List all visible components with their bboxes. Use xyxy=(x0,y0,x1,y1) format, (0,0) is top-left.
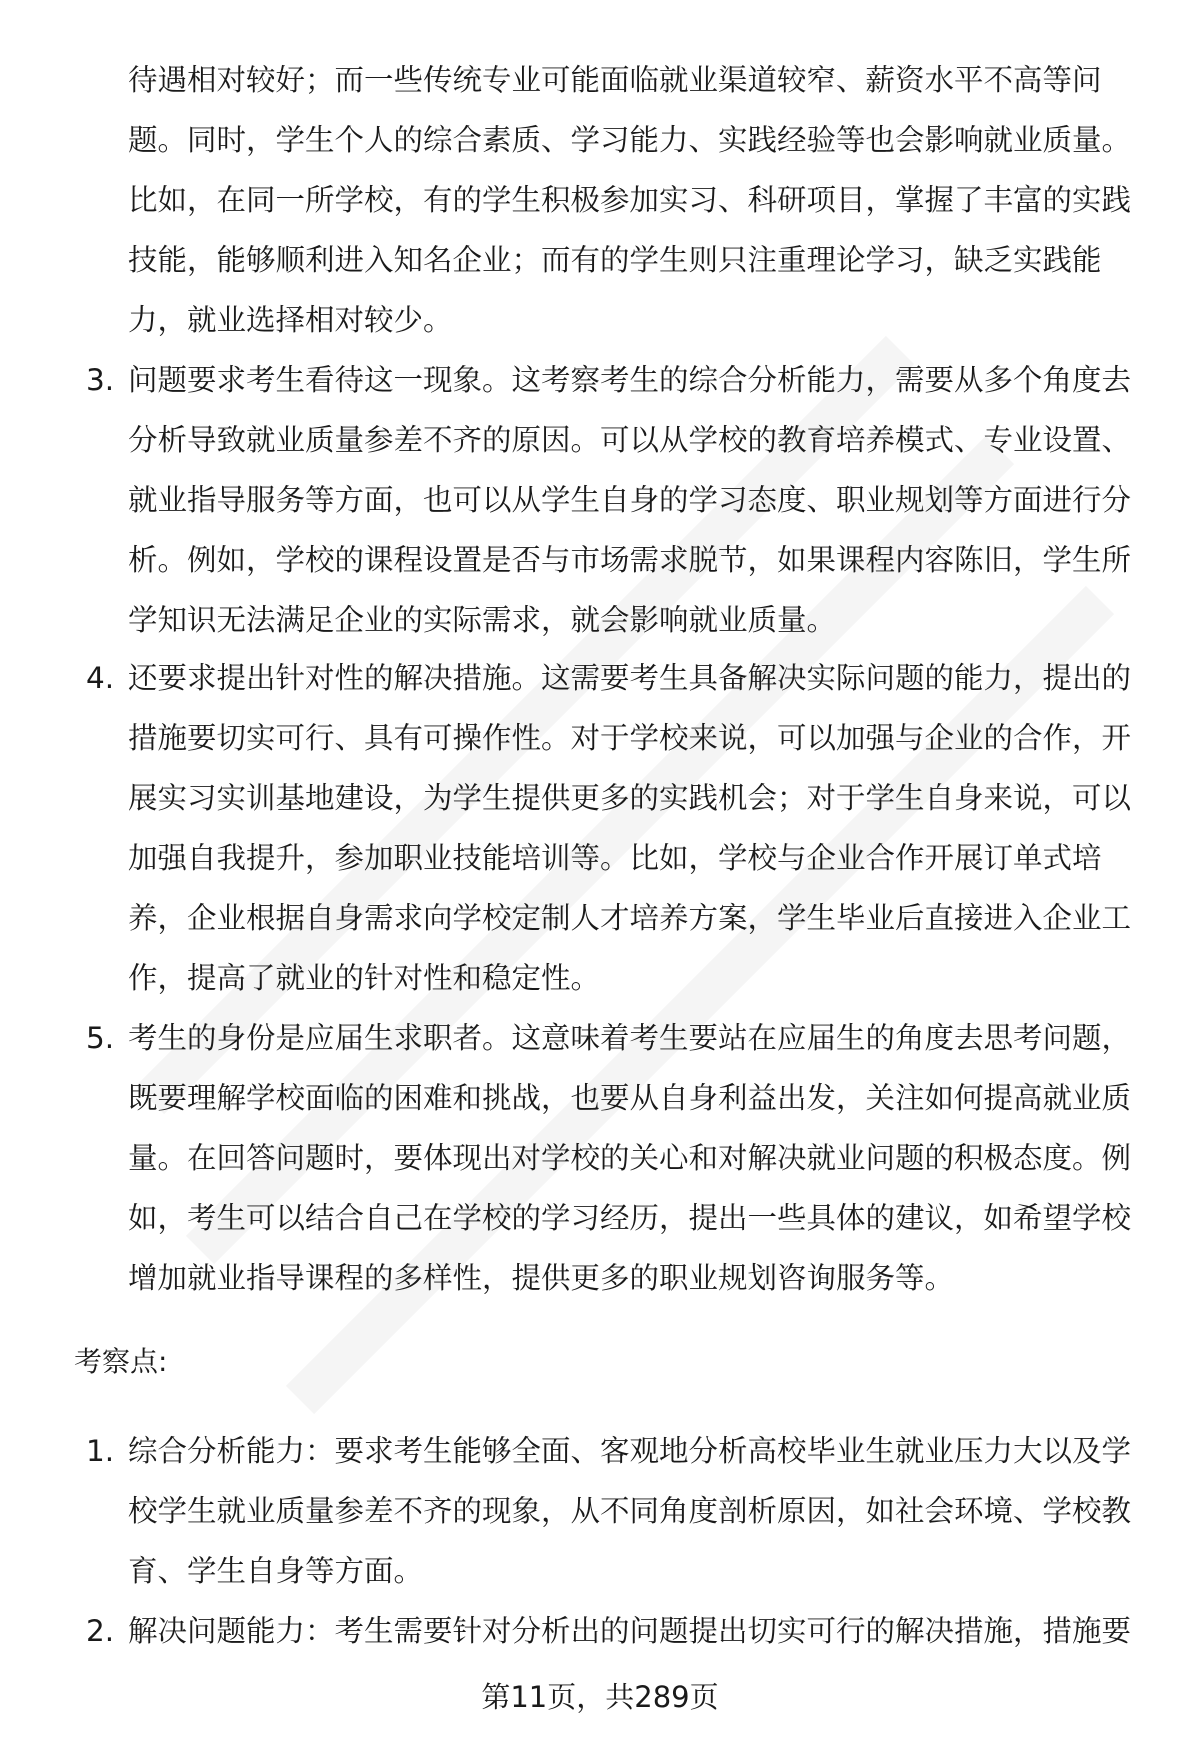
text-line: 如，考生可以结合自己在学校的学习经历，提出一些具体的建议，如希望学校 xyxy=(128,1201,1132,1235)
text-line: 综合分析能力：要求考生能够全面、客观地分析高校毕业生就业压力大以及学 xyxy=(128,1434,1132,1468)
text-line: 展实习实训基地建设，为学生提供更多的实践机会；对于学生自身来说，可以 xyxy=(128,781,1132,815)
text-line: 待遇相对较好；而一些传统专业可能面临就业渠道较窄、薪资水平不高等问 xyxy=(128,63,1102,97)
list-number: 3. xyxy=(86,363,115,397)
top-paragraph xyxy=(0,50,1200,350)
text-line: 校学生就业质量参差不齐的现象，从不同角度剖析原因，如社会环境、学校教 xyxy=(128,1494,1132,1528)
page-number: 第11页，共289页 xyxy=(481,1680,719,1714)
text-line: 既要理解学校面临的困难和挑战，也要从自身利益出发，关注如何提高就业质 xyxy=(128,1081,1132,1115)
list-number: 5. xyxy=(86,1021,115,1055)
text-line: 加强自我提升，参加职业技能培训等。比如，学校与企业合作开展订单式培 xyxy=(128,841,1102,875)
text-line: 作，提高了就业的针对性和稳定性。 xyxy=(128,961,601,995)
text-line: 技能，能够顺利进入知名企业；而有的学生则只注重理论学习，缺乏实践能 xyxy=(128,243,1102,277)
text-line: 量。在回答问题时，要体现出对学校的关心和对解决就业问题的积极态度。例 xyxy=(128,1141,1132,1175)
text-line: 题。同时，学生个人的综合素质、学习能力、实践经验等也会影响就业质量。 xyxy=(128,123,1132,157)
text-line: 力，就业选择相对较少。 xyxy=(128,303,453,337)
text-line: 措施要切实可行、具有可操作性。对于学校来说，可以加强与企业的合作，开 xyxy=(128,721,1132,755)
text-line: 解决问题能力：考生需要针对分析出的问题提出切实可行的解决措施，措施要 xyxy=(128,1614,1132,1648)
list-number: 4. xyxy=(86,661,115,695)
text-line: 问题要求考生看待这一现象。这考察考生的综合分析能力，需要从多个角度去 xyxy=(128,363,1132,397)
point-2 xyxy=(0,1601,1200,1661)
text-line: 增加就业指导课程的多样性，提供更多的职业规划咨询服务等。 xyxy=(128,1261,955,1295)
list-number: 2. xyxy=(86,1614,115,1648)
text-line: 养，企业根据自身需求向学校定制人才培养方案，学生毕业后直接进入企业工 xyxy=(128,901,1132,935)
text-line: 就业指导服务等方面，也可以从学生自身的学习态度、职业规划等方面进行分 xyxy=(128,483,1132,517)
text-line: 还要求提出针对性的解决措施。这需要考生具备解决实际问题的能力，提出的 xyxy=(128,661,1132,695)
point-1 xyxy=(0,1421,1200,1601)
text-line: 考生的身份是应届生求职者。这意味着考生要站在应届生的角度去思考问题， xyxy=(128,1021,1132,1055)
list-number: 1. xyxy=(86,1434,115,1468)
text-line: 分析导致就业质量参差不齐的原因。可以从学校的教育培养模式、专业设置、 xyxy=(128,423,1132,457)
list-item-3 xyxy=(0,350,1200,650)
section-heading: 考察点: xyxy=(74,1345,168,1378)
list-item-5 xyxy=(0,1008,1200,1308)
text-line: 析。例如，学校的课程设置是否与市场需求脱节，如果课程内容陈旧，学生所 xyxy=(128,543,1132,577)
text-line: 育、学生自身等方面。 xyxy=(128,1554,424,1588)
list-item-4 xyxy=(0,648,1200,1008)
text-line: 学知识无法满足企业的实际需求，就会影响就业质量。 xyxy=(128,603,837,637)
text-line: 比如，在同一所学校，有的学生积极参加实习、科研项目，掌握了丰富的实践 xyxy=(128,183,1132,217)
